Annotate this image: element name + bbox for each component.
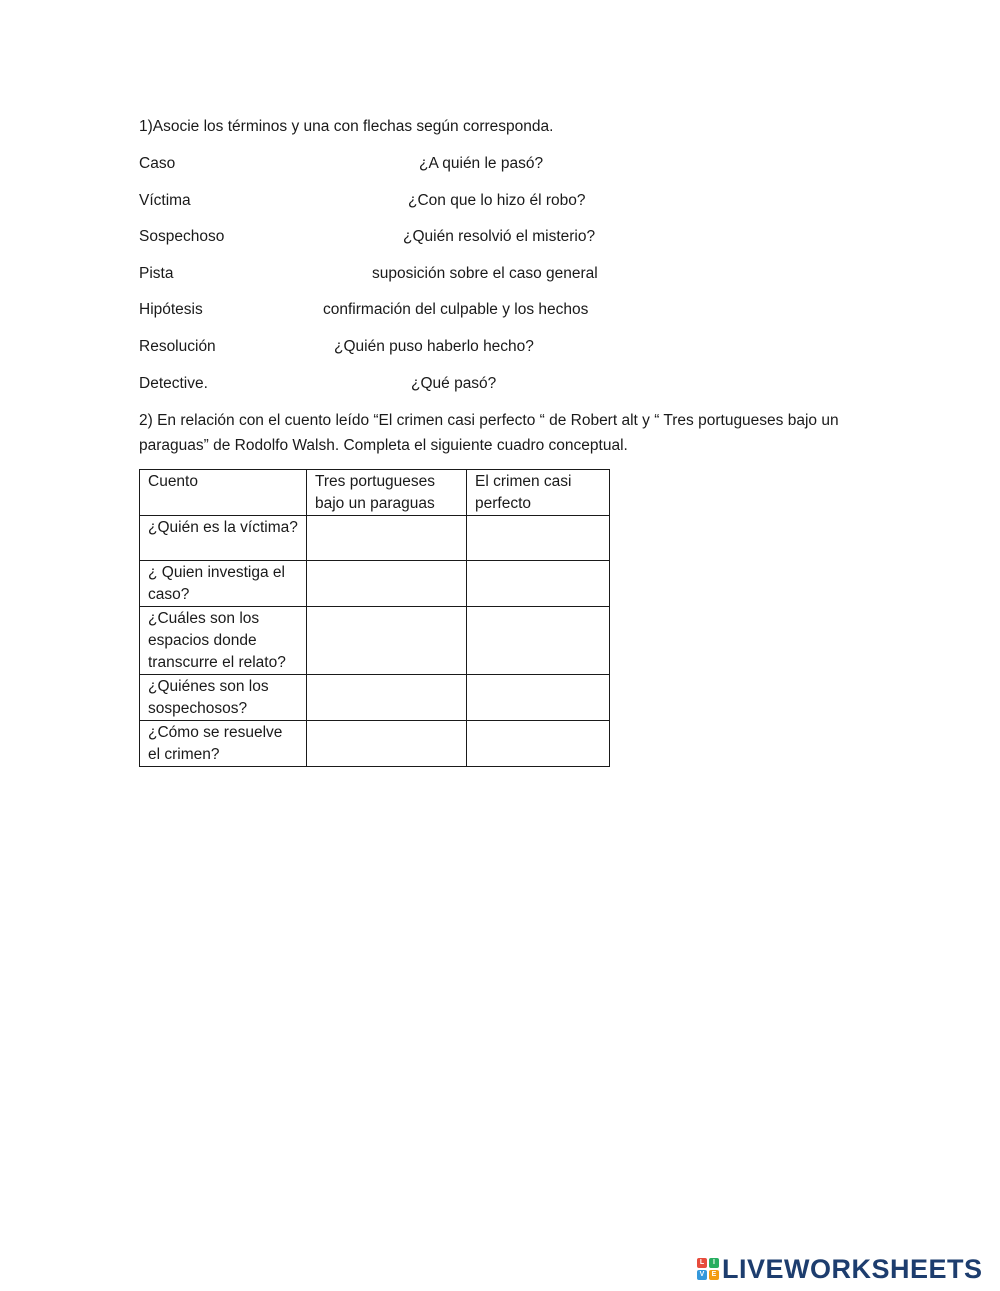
question2-prompt: 2) En relación con el cuento leído “El crimen casi perfecto “ de Robert alt y “ Tres portugueses bajo un paraguas” de Rodolfo Walsh. Completa el siguiente cuadro conceptual. (139, 412, 839, 454)
answer-cell[interactable] (307, 675, 467, 721)
answer-cell[interactable] (307, 561, 467, 607)
definition-2: ¿Con que lo hizo él robo? (408, 192, 586, 209)
answer-cell[interactable] (307, 516, 467, 561)
definition-3: ¿Quién resolvió el misterio? (403, 228, 596, 245)
row-label: ¿Cuáles son los espacios donde transcurre el relato? (140, 607, 307, 675)
answer-cell[interactable] (307, 607, 467, 675)
definition-7: ¿Qué pasó? (411, 375, 497, 392)
answer-cell[interactable] (467, 607, 610, 675)
term-hipotesis: Hipótesis (139, 301, 203, 318)
term-victima: Víctima (139, 192, 191, 209)
header-tres-portugueses: Tres portugueses bajo un paraguas (307, 470, 467, 516)
table-row (140, 675, 610, 721)
liveworksheets-logo (697, 1254, 983, 1284)
header-cuento: Cuento (140, 470, 307, 516)
row-label: ¿Quién es la víctima? (140, 516, 307, 561)
definition-6: ¿Quién puso haberlo hecho? (334, 338, 534, 355)
term-pista: Pista (139, 265, 174, 282)
table-row (140, 721, 610, 767)
logo-text: LIVEWORKSHEETS (722, 1253, 983, 1284)
header-crimen-casi-perfecto: El crimen casi perfecto (467, 470, 610, 516)
table-row (140, 516, 610, 561)
table-row (140, 607, 610, 675)
answer-cell[interactable] (467, 516, 610, 561)
answer-cell[interactable] (307, 721, 467, 767)
definition-5: confirmación del culpable y los hechos (323, 301, 589, 318)
term-caso: Caso (139, 155, 176, 172)
definition-4: suposición sobre el caso general (372, 265, 598, 282)
row-label: ¿Cómo se resuelve el crimen? (140, 721, 307, 767)
row-label: ¿Quiénes son los sospechosos? (140, 675, 307, 721)
question1-prompt: 1)Asocie los términos y una con flechas según corresponda. (139, 118, 554, 135)
term-detective: Detective. (139, 375, 208, 392)
answer-cell[interactable] (467, 561, 610, 607)
term-sospechoso: Sospechoso (139, 228, 225, 245)
table-header-row (140, 470, 610, 516)
row-label: ¿ Quien investiga el caso? (140, 561, 307, 607)
answer-cell[interactable] (467, 675, 610, 721)
term-resolucion: Resolución (139, 338, 216, 355)
logo-squares-icon: L I V E (697, 1258, 719, 1280)
definition-1: ¿A quién le pasó? (419, 155, 544, 172)
answer-cell[interactable] (467, 721, 610, 767)
concept-table (139, 469, 610, 767)
table-row (140, 561, 610, 607)
